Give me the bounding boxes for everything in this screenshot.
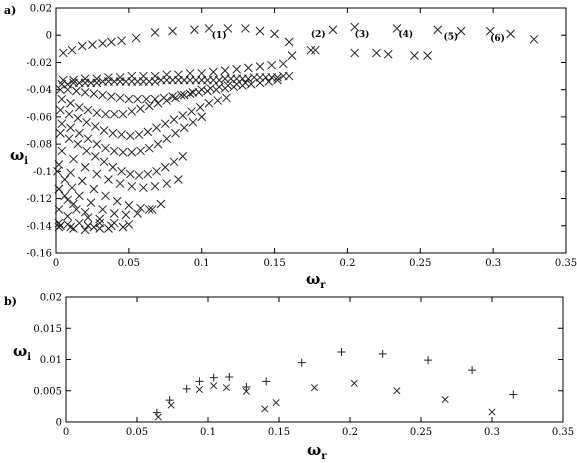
panel-a-point-cross — [507, 30, 515, 38]
panel-a-xtick-label: 0.35 — [554, 258, 577, 269]
panel-b-label: b) — [4, 295, 17, 308]
panel-a-point-cross — [84, 106, 92, 114]
panel-a-xtick-label: 0.15 — [263, 258, 286, 269]
panel-a-point-cross — [64, 212, 72, 220]
panel-a-label: a) — [4, 4, 17, 17]
panel-a-point-cross — [64, 86, 72, 94]
panel-a-point-cross — [116, 180, 124, 188]
panel-a-xtick-label: 0.1 — [193, 258, 210, 269]
panel-a-point-cross — [122, 211, 130, 219]
panel-b-point-plus — [379, 350, 387, 358]
panel-a-point-cross — [81, 88, 89, 96]
panel-a-point-cross — [268, 61, 276, 69]
panel-b-point-plus — [166, 396, 174, 404]
panel-a-point-cross — [128, 148, 136, 156]
panel-b-point-cross — [196, 386, 202, 392]
panel-a-mode-annotation: (5) — [443, 32, 459, 43]
panel-a-point-cross — [198, 86, 206, 94]
panel-a-point-cross — [154, 140, 162, 148]
panel-b-point-cross — [351, 380, 357, 386]
panel-a-marks — [53, 23, 537, 234]
panel-a-point-cross — [59, 49, 67, 57]
panel-a-point-cross — [110, 110, 118, 118]
panel-b-ytick-label: 0.02 — [39, 292, 62, 304]
panel-a-point-cross — [163, 180, 171, 188]
panel-a-point-cross — [81, 75, 89, 83]
panel-a-point-cross — [100, 127, 108, 135]
panel-a-point-cross — [530, 35, 538, 43]
panel-a-point-cross — [58, 147, 66, 155]
panel-b-point-cross — [311, 384, 317, 390]
panel-a-point-cross — [144, 128, 152, 136]
panel-a-point-cross — [186, 69, 194, 77]
panel-a-point-cross — [110, 210, 118, 218]
panel-b-xtick-label: 0.25 — [409, 427, 433, 438]
panel-a-point-cross — [83, 147, 91, 155]
panel-a-point-cross — [75, 192, 83, 200]
panel-a-point-cross — [206, 84, 214, 92]
panel-a-point-cross — [56, 106, 64, 114]
panel-b-point-cross — [223, 384, 229, 390]
panel-a-ytick-label: -0.1 — [32, 166, 52, 178]
panel-a-point-cross — [132, 34, 140, 42]
panel-a-point-cross — [285, 72, 293, 80]
panel-a-point-cross — [75, 103, 83, 111]
panel-a-point-cross — [84, 135, 92, 143]
panel-a-point-cross — [64, 196, 72, 204]
panel-a-point-cross — [329, 26, 337, 34]
panel-a-point-cross — [107, 38, 115, 46]
panel-a-point-cross — [135, 131, 143, 139]
panel-a-point-cross — [179, 152, 187, 160]
panel-a-point-cross — [83, 118, 91, 126]
panel-a-point-cross — [163, 135, 171, 143]
panel-a-point-cross — [75, 129, 83, 137]
panel-b-ticks — [33, 293, 574, 439]
panel-b-point-plus — [424, 356, 432, 364]
panel-a-point-cross — [151, 182, 159, 190]
panel-a-point-cross — [373, 49, 381, 57]
panel-a-point-cross — [99, 91, 107, 99]
panel-b-xlabel: $\omega_r$ — [307, 441, 327, 462]
panel-a-mode-annotation: (6) — [490, 33, 505, 44]
panel-a-point-cross — [215, 76, 223, 84]
panel-a-point-cross — [90, 185, 98, 193]
panel-a-mode-annotation: (4) — [398, 29, 414, 40]
panel-a-point-cross — [100, 158, 108, 166]
panel-a-point-cross — [161, 163, 169, 171]
panel-a-point-cross — [128, 182, 136, 190]
panel-a-point-cross — [209, 68, 217, 76]
panel-a-point-cross — [221, 67, 229, 75]
panel-a-point-cross — [190, 26, 198, 34]
panel-a-point-cross — [90, 223, 98, 231]
panel-a-point-cross — [205, 99, 213, 107]
panel-a-point-cross — [113, 197, 121, 205]
panel-a-point-cross — [179, 112, 187, 120]
panel-a-mode-annotation: (1) — [211, 31, 227, 42]
panel-a-point-cross — [233, 80, 241, 88]
panel-a-xtick-label: 0.3 — [485, 258, 502, 269]
panel-a-point-cross — [215, 83, 223, 91]
panel-a-point-cross — [102, 110, 110, 118]
panel-a-point-cross — [410, 52, 418, 60]
panel-a-point-cross — [142, 95, 150, 103]
panel-b-point-cross — [394, 388, 400, 394]
panel-a-point-cross — [61, 192, 69, 200]
panel-a-xtick-label: 0.2 — [339, 258, 356, 269]
panel-a-point-cross — [224, 82, 232, 90]
panel-b-marks — [153, 348, 517, 420]
panel-a-point-cross — [457, 27, 465, 35]
panel-a-point-cross — [169, 92, 177, 100]
panel-b-ylabel: $\omega_i$ — [13, 342, 32, 363]
panel-b-point-plus — [337, 348, 345, 356]
panel-a — [4, 4, 577, 292]
panel-a-point-cross — [90, 90, 98, 98]
panel-a-point-cross — [151, 95, 159, 103]
panel-a-point-cross — [151, 29, 159, 37]
panel-a-point-cross — [307, 46, 315, 54]
panel-a-point-cross — [163, 97, 171, 105]
panel-a-point-cross — [58, 95, 66, 103]
panel-a-point-cross — [102, 144, 110, 152]
panel-a-ytick-label: -0.08 — [26, 139, 52, 151]
panel-a-point-cross — [74, 140, 82, 148]
panel-a-point-cross — [145, 102, 153, 110]
panel-a-point-cross — [109, 163, 117, 171]
panel-a-point-cross — [125, 95, 133, 103]
panel-b-point-cross — [155, 414, 161, 420]
panel-a-xtick-label: 0 — [52, 258, 60, 269]
panel-a-point-cross — [311, 46, 319, 54]
panel-b-xtick-label: 0.35 — [551, 427, 575, 438]
panel-a-point-cross — [118, 131, 126, 139]
panel-a-point-cross — [104, 73, 112, 81]
panel-a-point-cross — [256, 63, 264, 71]
panel-b-point-cross — [262, 406, 268, 412]
panel-a-point-cross — [170, 158, 178, 166]
panel-a-point-cross — [139, 184, 147, 192]
panel-a-point-cross — [233, 65, 241, 73]
panel-a-point-cross — [93, 109, 101, 117]
panel-a-plot-frame — [56, 8, 566, 253]
panel-a-point-cross — [67, 99, 75, 107]
panel-a-mode-annotation: (3) — [354, 29, 370, 40]
panel-b-xtick-label: 0.15 — [267, 427, 291, 438]
panel-a-point-cross — [256, 27, 264, 35]
panel-a-point-cross — [125, 201, 133, 209]
panel-a-point-cross — [93, 79, 101, 87]
panel-a-point-cross — [135, 171, 143, 179]
panel-a-point-cross — [180, 124, 188, 132]
panel-a-point-cross — [241, 79, 249, 87]
panel-a-point-cross — [256, 79, 264, 87]
panel-b-point-plus — [225, 373, 233, 381]
panel-a-point-cross — [93, 140, 101, 148]
panel-a-point-cross — [87, 199, 95, 207]
panel-a-point-cross — [196, 103, 204, 111]
panel-b-point-plus — [183, 385, 191, 393]
panel-a-xtick-label: 0.25 — [409, 258, 432, 269]
panel-b-point-plus — [262, 377, 270, 385]
panel-a-point-cross — [285, 38, 293, 46]
panel-a-ytick-label: 0 — [45, 30, 52, 42]
panel-a-point-cross — [58, 120, 66, 128]
panel-a-mode-annotation: (2) — [310, 29, 326, 40]
panel-a-point-cross — [144, 170, 152, 178]
panel-a-point-cross — [279, 60, 287, 68]
panel-a-point-cross — [137, 147, 145, 155]
panel-a-point-cross — [68, 184, 76, 192]
panel-a-point-cross — [91, 122, 99, 130]
panel-a-point-cross — [118, 37, 126, 45]
panel-b-point-cross — [273, 399, 279, 405]
panel-b-point-plus — [242, 383, 250, 391]
panel-a-point-cross — [78, 42, 86, 50]
panel-a-point-cross — [93, 170, 101, 178]
panel-a-point-cross — [74, 114, 82, 122]
panel-b-point-plus — [509, 391, 517, 399]
panel-a-point-cross — [68, 46, 76, 54]
panel-a-point-cross — [104, 176, 112, 184]
panel-b-point-cross — [442, 396, 448, 402]
panel-a-point-cross — [186, 90, 194, 98]
panel-a-point-cross — [151, 78, 159, 86]
panel-a-point-cross — [265, 78, 273, 86]
panel-a-ytick-label: -0.12 — [26, 194, 52, 206]
panel-a-ytick-label: -0.04 — [26, 85, 52, 97]
panel-a-point-cross — [67, 169, 75, 177]
panel-a-point-cross — [61, 176, 69, 184]
panel-a-ytick-label: 0.02 — [29, 3, 52, 15]
panel-b-point-cross — [489, 409, 495, 415]
panel-a-point-cross — [96, 215, 104, 223]
panel-b-xtick-label: 0.05 — [125, 427, 149, 438]
panel-a-point-cross — [134, 95, 142, 103]
panel-a-point-cross — [198, 69, 206, 77]
panel-a-point-cross — [119, 148, 127, 156]
panel-a-point-cross — [128, 107, 136, 115]
panel-a-point-cross — [126, 170, 134, 178]
panel-a-ytick-label: -0.06 — [26, 112, 52, 124]
panel-b-point-plus — [468, 366, 476, 374]
panel-a-point-cross — [198, 113, 206, 121]
panel-a-point-cross — [118, 167, 126, 175]
panel-a-point-cross — [72, 87, 80, 95]
panel-b-ytick-label: 0.015 — [33, 323, 62, 335]
panel-a-ylabel: $\omega_i$ — [10, 146, 29, 167]
panel-a-point-cross — [96, 225, 104, 233]
panel-a-point-cross — [157, 200, 165, 208]
panel-a-point-cross — [116, 73, 124, 81]
panel-a-point-cross — [351, 49, 359, 57]
panel-a-point-cross — [64, 220, 72, 228]
panel-b-xtick-label: 0.2 — [342, 427, 358, 438]
panel-a-point-cross — [189, 118, 197, 126]
panel-a-point-cross — [189, 88, 197, 96]
panel-a-point-cross — [161, 120, 169, 128]
panel-a-point-cross — [288, 52, 296, 60]
panel-a-point-cross — [56, 129, 64, 137]
panel-a-point-cross — [271, 30, 279, 38]
panel-a-point-cross — [174, 176, 182, 184]
panel-b-ytick-label: 0.01 — [39, 355, 62, 366]
panel-a-point-cross — [244, 64, 252, 72]
panel-a-point-cross — [214, 97, 222, 105]
panel-a-ytick-label: -0.14 — [26, 221, 52, 233]
panel-a-xlabel: $\omega_r$ — [306, 270, 326, 291]
panel-a-point-cross — [154, 99, 162, 107]
panel-b-plot-frame — [66, 297, 563, 422]
panel-a-point-cross — [65, 135, 73, 143]
panel-a-xtick-label: 0.05 — [117, 258, 140, 269]
panel-b-xtick-label: 0.1 — [200, 427, 216, 438]
panel-a-point-cross — [169, 27, 177, 35]
panel-a-point-cross — [88, 41, 96, 49]
panel-a-point-cross — [241, 24, 249, 32]
panel-a-point-cross — [81, 163, 89, 171]
panel-a-point-cross — [153, 167, 161, 175]
panel-a-point-cross — [107, 92, 115, 100]
panel-a-point-cross — [126, 132, 134, 140]
panel-a-point-cross — [116, 94, 124, 102]
panel-a-point-cross — [110, 147, 118, 155]
panel-b-point-plus — [210, 374, 218, 382]
panel-b-xtick-label: 0 — [62, 427, 70, 438]
panel-b-xtick-label: 0.3 — [484, 427, 500, 438]
panel-a-point-cross — [222, 94, 230, 102]
panel-a-point-cross — [91, 152, 99, 160]
panel-b-point-cross — [210, 383, 216, 389]
panel-b-ytick-label: 0 — [55, 417, 62, 429]
panel-a-point-cross — [65, 110, 73, 118]
panel-a-point-cross — [78, 177, 86, 185]
panel-a-point-cross — [424, 52, 432, 60]
panel-a-point-cross — [170, 116, 178, 124]
panel-a-point-cross — [99, 39, 107, 47]
panel-a-point-cross — [109, 129, 117, 137]
panel-a-point-cross — [145, 144, 153, 152]
panel-a-ytick-label: -0.02 — [26, 57, 52, 69]
panel-a-point-cross — [69, 155, 77, 163]
panel-b-point-plus — [195, 377, 203, 385]
panel-a-point-cross — [434, 26, 442, 34]
panel-a-point-cross — [99, 205, 107, 213]
panel-b-point-plus — [298, 359, 306, 367]
panel-a-point-cross — [102, 192, 110, 200]
panel-a-point-cross — [84, 222, 92, 230]
panel-a-point-cross — [119, 110, 127, 118]
panel-b-ytick-label: 0.005 — [33, 386, 62, 398]
panel-a-point-cross — [104, 225, 112, 233]
panel-a-point-cross — [69, 225, 77, 233]
panel-a-point-cross — [153, 124, 161, 132]
panel-a-point-cross — [188, 107, 196, 115]
panel-a-point-cross — [137, 105, 145, 113]
panel-a-point-cross — [67, 124, 75, 132]
panel-b-point-cross — [168, 402, 174, 408]
panel-a-point-cross — [171, 129, 179, 137]
panel-b — [4, 293, 574, 463]
panel-a-point-cross — [81, 226, 89, 234]
panel-a-ytick-label: -0.16 — [26, 248, 52, 260]
panel-a-point-cross — [384, 50, 392, 58]
